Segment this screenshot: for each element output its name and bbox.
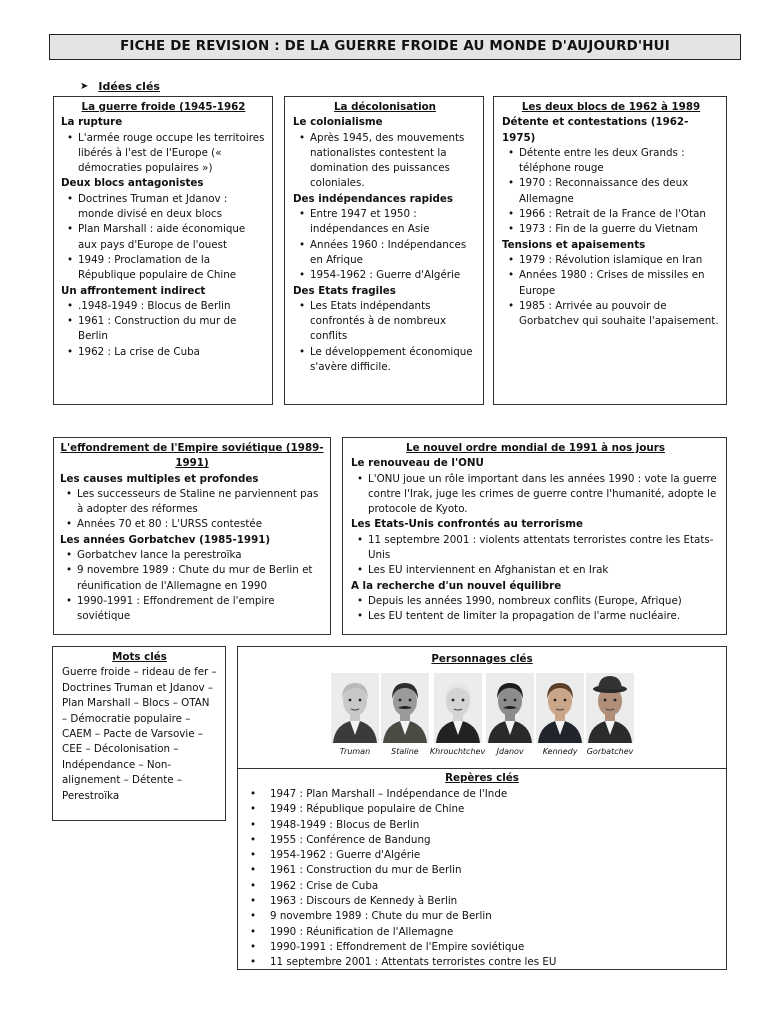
box-guerre-froide [53, 96, 273, 405]
eye [461, 699, 464, 702]
topic-heading: Un affrontement indirect [61, 284, 206, 297]
portrait [380, 673, 430, 765]
bullet-item [61, 192, 266, 223]
bullet-item [61, 253, 266, 284]
topic-group [61, 115, 266, 176]
bullet-icon: • [357, 564, 364, 577]
topic-heading: Des indépendances rapides [293, 192, 454, 205]
personnages-title: Personnages clés [431, 653, 533, 665]
bullet-text: Le développement économique s'avère difficile. [310, 345, 473, 374]
bullet-text: 1949 : Proclamation de la République populaire de Chine [78, 253, 237, 282]
bullet-icon: • [67, 299, 74, 312]
portrait [585, 673, 635, 765]
topic-heading: A la recherche d'un nouvel équilibre [351, 579, 562, 592]
eye [514, 699, 517, 702]
bullet-text: Les EU interviennent en Afghanistan et en Irak [368, 564, 609, 577]
repere-item [244, 818, 720, 833]
eye [359, 699, 362, 702]
bullet-icon: • [508, 146, 515, 159]
portrait [535, 673, 585, 765]
bullet-text: 1954-1962 : Guerre d'Algérie [310, 269, 461, 282]
box-effondrement [53, 437, 331, 635]
bullet-text: 1961 : Construction du mur de Berlin [78, 315, 237, 343]
portrait [330, 673, 380, 765]
portrait-photo [586, 673, 634, 743]
bullet-icon: • [67, 223, 74, 236]
mots-cles-title: Mots clés [112, 651, 167, 663]
bullet-icon: • [508, 299, 515, 312]
bullet-item [502, 176, 720, 207]
box-title: La décolonisation [333, 101, 437, 113]
repere-text: 1954-1962 : Guerre d'Algérie [270, 849, 421, 862]
bullet-item [60, 487, 324, 518]
bullet-text: 1970 : Reconnaissance des deux Allemagne [519, 177, 689, 205]
bullet-item [502, 253, 720, 268]
bullet-text: L'armée rouge occupe les territoires libérés à l'est de l'Europe (« démocraties populaires ») [78, 131, 265, 175]
topic-group [60, 472, 324, 533]
repere-text: 1963 : Discours de Kennedy à Berlin [270, 895, 458, 908]
bullet-icon: • [299, 299, 306, 312]
bullet-item [61, 299, 266, 314]
eye [604, 699, 607, 702]
bullet-text: 1979 : Révolution islamique en Iran [519, 253, 703, 266]
topic-group [351, 579, 720, 625]
eye [554, 699, 557, 702]
bullet-icon: • [357, 594, 364, 607]
topic-group [351, 517, 720, 578]
bullet-item [61, 314, 266, 345]
repere-text: 1962 : Crise de Cuba [270, 879, 379, 892]
bullet-icon: • [250, 864, 257, 877]
bullet-text: Détente entre les deux Grands : téléphone rouge [519, 146, 685, 175]
bullet-item [60, 517, 324, 532]
bullet-text: 1985 : Arrivée au pouvoir de Gorbatchev qui souhaite l'apaisement. [519, 299, 719, 328]
eye [451, 699, 454, 702]
bullet-text: .1948-1949 : Blocus de Berlin [78, 299, 231, 312]
bullet-icon: • [250, 788, 257, 800]
portrait-photo [536, 673, 584, 743]
mots-cles-text: Guerre froide – rideau de fer – Doctrines Truman et Jdanov – Plan Marshall – Blocs – OTAN – Démocratie populaire – CAEM – Pacte de Varsovie – CEE – Décolonisation – Indépendance – Non-alignement – Détente – Perestroïka [62, 666, 217, 802]
topic-heading: La rupture [61, 116, 123, 129]
repere-text: 1955 : Conférence de Bandung [270, 833, 431, 846]
repere-text: 1961 : Construction du mur de Berlin [270, 864, 462, 877]
bullet-item [351, 472, 720, 518]
bullet-item [502, 299, 720, 330]
bullet-icon: • [299, 345, 306, 358]
bullet-icon: • [66, 487, 73, 500]
box-title: Les deux blocs de 1962 à 1989 [521, 101, 701, 113]
bullet-icon: • [299, 208, 306, 221]
repere-text: 11 septembre 2001 : Attentats terroristes contre les EU [270, 956, 557, 969]
bullet-item [351, 563, 720, 578]
portrait [485, 673, 535, 765]
bullet-icon: • [250, 895, 257, 908]
repere-text: 1990-1991 : Effondrement de l'Empire soviétique [270, 940, 525, 953]
bullet-icon: • [67, 345, 74, 358]
topic-heading: Les Etats-Unis confrontés au terrorisme [351, 518, 583, 531]
repere-item [244, 909, 720, 924]
topic-heading: Le renouveau de l'ONU [351, 457, 484, 470]
bullet-icon: • [250, 879, 257, 892]
portrait-caption: Jdanov [496, 747, 524, 756]
box-decolonisation [284, 96, 484, 405]
bullet-icon: • [508, 223, 515, 236]
topic-heading: Les années Gorbatchev (1985-1991) [60, 533, 271, 546]
bullet-icon: • [508, 253, 515, 266]
bullet-item [351, 533, 720, 564]
bullet-item [293, 268, 477, 283]
topic-group [293, 192, 477, 284]
bullet-icon: • [67, 253, 74, 266]
bullet-icon: • [250, 833, 257, 846]
topic-group [61, 284, 266, 360]
box-mots-cles [52, 646, 226, 821]
portrait-caption: Truman [339, 747, 371, 756]
bullet-item [502, 146, 720, 177]
portrait-caption: Staline [391, 747, 419, 756]
bullet-icon: • [250, 956, 257, 969]
box-deux-blocs [493, 96, 727, 405]
topic-group [293, 284, 477, 376]
bullet-text: Après 1945, des mouvements nationalistes contestent la domination des puissances coloniales. [310, 131, 465, 190]
box-title: Le nouvel ordre mondial de 1991 à nos jours [406, 442, 665, 454]
bullet-text: Depuis les années 1990, nombreux conflits (Europe, Afrique) [368, 594, 682, 607]
repere-text: 9 novembre 1989 : Chute du mur de Berlin [270, 910, 492, 923]
bullet-text: 1990-1991 : Effondrement de l'empire soviétique [77, 594, 275, 623]
bullet-icon: • [508, 177, 515, 190]
topic-group [60, 533, 324, 625]
bullet-item [293, 207, 477, 238]
bullet-item [293, 299, 477, 345]
repere-item [244, 833, 720, 848]
bullet-icon: • [67, 315, 74, 328]
box-nouvel-ordre [342, 437, 727, 635]
repere-item [244, 787, 720, 802]
bullet-item [502, 207, 720, 222]
arrow-right-icon: ➤ [80, 81, 89, 92]
bullet-icon: • [357, 610, 364, 623]
section-heading-label: Idées clés [98, 80, 160, 93]
eye [409, 699, 412, 702]
bullet-text: Entre 1947 et 1950 : indépendances en Asie [310, 208, 430, 236]
topic-heading: Détente et contestations (1962-1975) [502, 116, 689, 144]
bullet-item [351, 609, 720, 624]
bullet-icon: • [250, 910, 257, 923]
bullet-icon: • [508, 269, 515, 282]
portrait-photo [434, 673, 482, 743]
bullet-item [293, 131, 477, 192]
topic-heading: Tensions et apaisements [502, 238, 646, 251]
bullet-icon: • [67, 131, 74, 144]
bullet-text: 11 septembre 2001 : violents attentats terroristes contre les Etats-Unis [368, 533, 714, 562]
portrait-caption: Gorbatchev [586, 747, 634, 756]
bullet-text: Années 1960 : Indépendances en Afrique [310, 238, 467, 266]
repere-item [244, 940, 720, 955]
topic-group [502, 238, 720, 330]
topic-group [61, 176, 266, 283]
topic-group [502, 115, 720, 237]
bullet-text: Gorbatchev lance la perestroïka [77, 549, 242, 562]
bullet-item [60, 594, 324, 625]
bullet-icon: • [508, 208, 515, 221]
repere-item [244, 863, 720, 878]
repere-item [244, 879, 720, 894]
topic-group [293, 115, 477, 191]
bullet-text: Doctrines Truman et Jdanov : monde divisé en deux blocs [78, 192, 228, 221]
bullet-text: Plan Marshall : aide économique aux pays d'Europe de l'ouest [78, 223, 246, 251]
topic-heading: Deux blocs antagonistes [61, 177, 204, 190]
bullet-icon: • [66, 549, 73, 562]
section-heading [80, 79, 160, 94]
repere-item [244, 894, 720, 909]
box-title: L'effondrement de l'Empire soviétique (1989-1991) [60, 442, 324, 470]
bullet-item [60, 548, 324, 563]
bullet-text: 9 novembre 1989 : Chute du mur de Berlin et réunification de l'Allemagne en 1990 [77, 564, 313, 592]
repere-item [244, 955, 720, 970]
repere-text: 1949 : République populaire de Chine [270, 803, 465, 816]
portrait-photo [331, 673, 379, 743]
repere-text: 1947 : Plan Marshall – Indépendance de l'Inde [270, 788, 508, 800]
bullet-text: Les successeurs de Staline ne parviennent pas à adopter des réformes [77, 487, 319, 516]
repere-item [244, 802, 720, 817]
reperes-list [244, 787, 720, 970]
bullet-text: 1973 : Fin de la guerre du Vietnam [519, 223, 698, 236]
portrait-photo [486, 673, 534, 743]
bullet-text: Les Etats indépendants confrontés à de nombreux conflits [310, 299, 447, 343]
bullet-icon: • [67, 192, 74, 205]
bullet-icon: • [299, 131, 306, 144]
bullet-icon: • [299, 238, 306, 251]
repere-text: 1990 : Réunification de l'Allemagne [270, 925, 454, 938]
bullet-item [61, 345, 266, 360]
portrait [430, 673, 485, 765]
bullet-icon: • [250, 803, 257, 816]
topic-heading: Des Etats fragiles [293, 284, 396, 297]
topic-heading: Les causes multiples et profondes [60, 472, 259, 485]
bullet-icon: • [250, 818, 257, 831]
eye [399, 699, 402, 702]
bullet-item [502, 222, 720, 237]
bullet-item [293, 238, 477, 269]
eye [349, 699, 352, 702]
topic-group [351, 456, 720, 517]
portrait-photo [381, 673, 429, 743]
box-title: La guerre froide (1945-1962 [81, 101, 246, 113]
bullet-icon: • [357, 472, 364, 485]
eye [614, 699, 617, 702]
bullet-item [502, 268, 720, 299]
bullet-text: L'ONU joue un rôle important dans les années 1990 : vote la guerre contre l'Irak, juge les crimes de guerre contre l'humanité, adopte le protocole de Kyoto. [368, 472, 717, 516]
bullet-item [61, 222, 266, 253]
eye [504, 699, 507, 702]
bullet-text: Les EU tentent de limiter la propagation de l'arme nucléaire. [368, 610, 681, 623]
portrait-caption: Khrouchtchev [429, 747, 486, 756]
bullet-icon: • [66, 518, 73, 531]
bullet-icon: • [250, 940, 257, 953]
bullet-text: Années 70 et 80 : L'URSS contestée [77, 518, 263, 531]
portrait-strip [330, 673, 635, 765]
bullet-item [293, 345, 477, 376]
bullet-text: Années 1980 : Crises de missiles en Europe [519, 269, 705, 297]
bullet-icon: • [250, 925, 257, 938]
bullet-text: 1962 : La crise de Cuba [78, 345, 200, 358]
bullet-icon: • [66, 594, 73, 607]
bullet-icon: • [357, 533, 364, 546]
bullet-icon: • [299, 269, 306, 282]
bullet-text: 1966 : Retrait de la France de l'Otan [519, 208, 706, 221]
bullet-icon: • [250, 849, 257, 862]
bullet-item [61, 131, 266, 177]
eye [564, 699, 567, 702]
repere-item [244, 848, 720, 863]
divider [238, 768, 726, 769]
bullet-icon: • [66, 564, 73, 577]
repere-item [244, 925, 720, 940]
portrait-caption: Kennedy [542, 747, 578, 756]
bullet-item [351, 594, 720, 609]
topic-heading: Le colonialisme [293, 116, 383, 129]
page-title: FICHE DE REVISION : DE LA GUERRE FROIDE AU MONDE D'AUJOURD'HUI [49, 34, 741, 60]
box-personnages-reperes [237, 646, 727, 970]
repere-text: 1948-1949 : Blocus de Berlin [270, 818, 420, 831]
reperes-title: Repères clés [445, 772, 519, 784]
bullet-item [60, 563, 324, 594]
